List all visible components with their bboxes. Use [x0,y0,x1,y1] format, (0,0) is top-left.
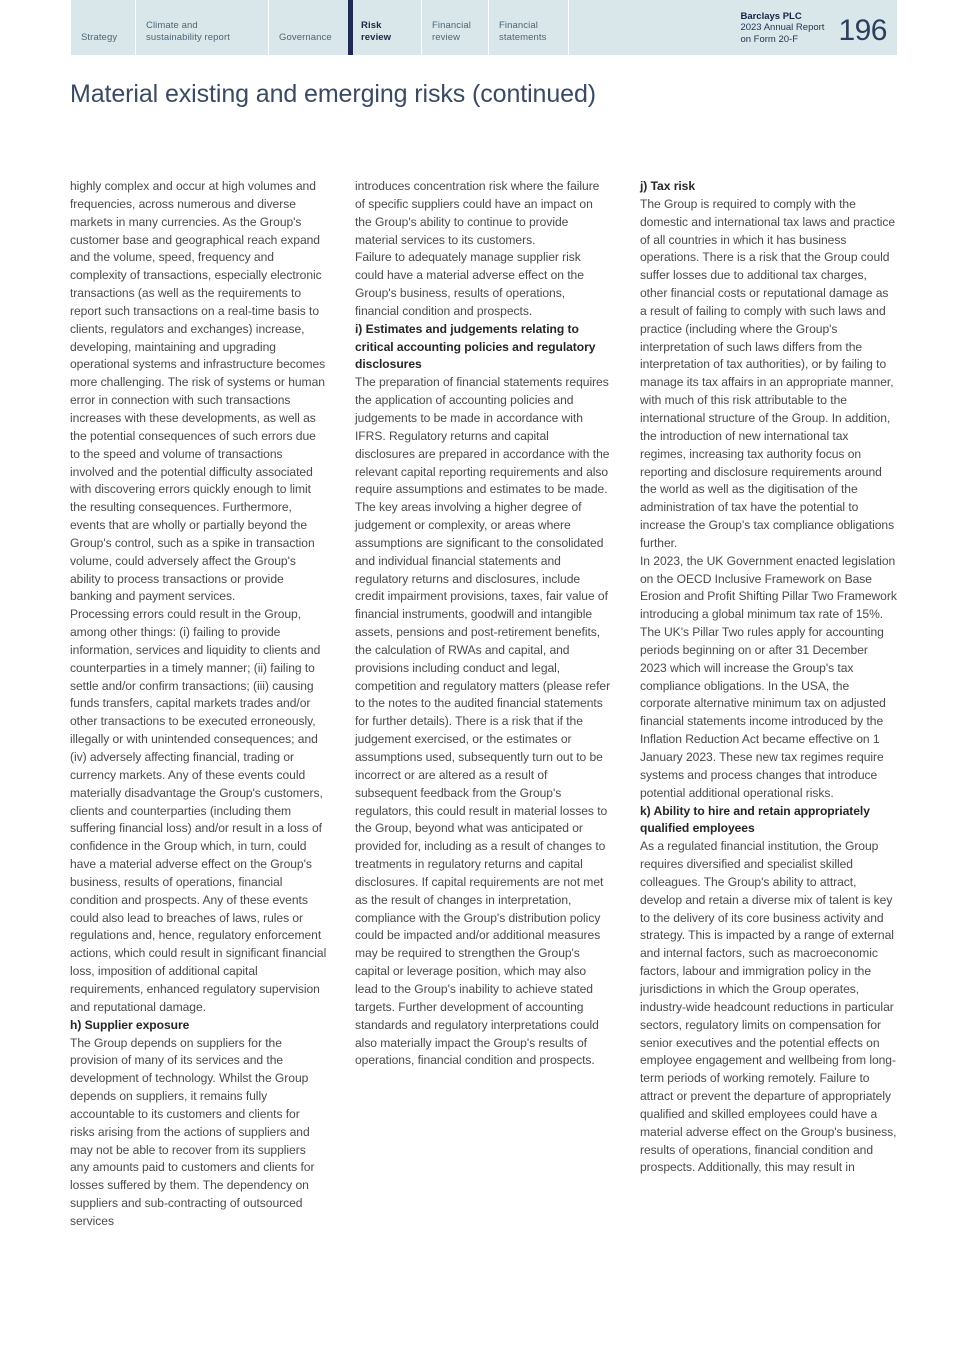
header-report-identity [740,0,897,55]
report-title-line1: 2023 Annual Report [740,22,825,33]
nav-tab-climate-label-line2: sustainability report [146,31,230,43]
nav-tab-climate-and-sustainability-report[interactable] [135,0,268,55]
nav-tab-risk-review-label-line2: review [361,31,392,43]
report-identity-lines [740,11,838,47]
report-title-line2: on Form 20-F [740,33,798,45]
nav-tab-risk-review[interactable] [348,0,421,55]
nav-tab-financial-statements-label-line1: Financial [499,20,538,31]
nav-tab-financial-review-label-line2: review [432,31,461,43]
nav-tab-financial-review[interactable] [421,0,488,55]
nav-tab-governance[interactable] [268,0,348,55]
body-paragraph: Processing errors could result in the Group, among other things: (i) failing to provide information, services and liquidity to clients and counterparties in a timely manner; (ii) failing to settle and/or confirm transactions; (iii) causing funds transfers, capital markets trades and/or other transactions to be executed erroneously, illegally or with unintended consequences; and (iv) adversely affecting financial, trading or currency markets. Any of these events could materially disadvantage the Group's customers, clients and counterparties (including them suffering financial loss) and/or result in a loss of confidence in the Group which, in turn, could have a material adverse effect on the Group's business, results of operations, financial condition and prospects. Any of these events could also lead to breaches of laws, rules or regulations and, hence, regulatory enforcement actions, which could result in significant financial loss, imposition of additional capital requirements, enhanced regulatory supervision and reputational damage. [70,607,327,1014]
body-paragraph: highly complex and occur at high volumes and frequencies, across numerous and diverse markets in many currencies. As the Group's customer base and geographical reach expand and the volume, speed, frequency and complexity of transactions, especially electronic transactions (as well as the requirements to report such transactions on a real-time basis to clients, regulators and exchanges) increase, developing, maintaining and upgrading operational systems and infrastructure becomes more challenging. The risk of systems or human error in connection with such transactions increases with these developments, as well as the potential consequences of such errors due to the speed and volume of transactions involved and the potential difficulty associated with discovering errors quickly enough to limit the resulting consequences. Furthermore, events that are wholly or partially beyond the Group's control, such as a spike in transaction volume, could adversely affect the Group's ability to process transactions or provide banking and payment services. [70,179,326,604]
company-name: Barclays PLC [740,10,802,22]
body-paragraph: In 2023, the UK Government enacted legislation on the OECD Inclusive Framework on Base Erosion and Profit Shifting Pillar Two Framework introducing a global minimum tax rate of 15%. [640,553,897,622]
section-nav-tabs [70,0,568,55]
body-paragraph: Failure to adequately manage supplier risk could have a material adverse effect on the Group's business, results of operations, financial condition and prospects. [355,250,584,318]
section-heading: j) Tax risk [640,179,696,193]
body-column-2 [355,178,612,1231]
article-body-columns [70,178,897,1231]
body-paragraph: The Group depends on suppliers for the provision of many of its services and the development of technology. Whilst the Group depends on suppliers, it remains fully accountable to its customers and clients for risks arising from the actions of suppliers and may not be able to recover from its suppliers any amounts paid to customers and clients for losses suffered by them. The dependency on suppliers and sub-contracting of outsourced services [70,1035,315,1228]
body-paragraph: The UK's Pillar Two rules apply for accounting periods beginning on or after 31 December 2023 which will increase the Group's tax compliance obligations. In the USA, the corporate alternative minimum tax on adjusted financial statements income introduced by the Inflation Reduction Act became effective on 1 January 2023. These new tax regimes require systems and process changes that introduce potential additional operational risks. [640,625,886,800]
nav-tab-governance-label: Governance [279,31,332,43]
nav-tab-financial-statements-label-line2: statements [499,31,547,43]
page-number: 196 [838,14,887,47]
nav-tab-financial-statements[interactable] [488,0,568,55]
body-paragraph: The Group is required to comply with the domestic and international tax laws and practice of all countries in which it has business operations. There is a risk that the Group could suffer losses due to additional tax charges, other financial costs or reputational damage as a result of failing to comply with such laws and practice (including where the Group's interpretation of such laws differs from the interpretation of tax authorities), or by failing to manage its tax affairs in an appropriate manner, with much of this risk attributable to the international structure of the Group. In addition, the introduction of new international tax regimes, increasing tax authority focus on reporting and disclosure requirements around the world as well as the digitisation of the administration of tax have the potential to increase the Group's tax compliance obligations further. [640,196,896,550]
nav-tab-financial-review-label-line1: Financial [432,20,471,31]
nav-tab-strategy-label: Strategy [81,31,118,43]
section-heading: k) Ability to hire and retain appropriately qualified employees [640,803,870,836]
body-paragraph: As a regulated financial institution, the Group requires diversified and specialist skilled colleagues. The Group's ability to attract, develop and retain a diverse mix of talent is key to the delivery of its core business activity and strategy. This is impacted by a range of external and internal factors, such as macroeconomic factors, labour and immigration policy in the jurisdictions in which the Group operates, industry-wide headcount reductions in particular sectors, regulatory limits on compensation for senior executives and the potential effects on employee engagement and wellbeing from long-term periods of working remotely. Failure to attract or prevent the departure of appropriately qualified and skilled employees could have a material adverse effect on the Group's business, results of operations, financial condition and prospects. Additionally, this may result in [640,839,897,1175]
nav-tab-risk-review-label-line1: Risk [361,20,382,31]
header-divider [568,0,740,55]
page-running-header [70,0,897,55]
page-title: Material existing and emerging risks (continued) [70,79,596,108]
body-column-3 [640,178,897,1231]
body-paragraph: The preparation of financial statements requires the application of accounting policies and judgements to be made in accordance with IFRS. Regulatory returns and capital disclosures are prepared in accordance with the relevant capital reporting requirements and also require assumptions and estimates to be made. The key areas involving a higher degree of judgement or complexity, or areas where assumptions are significant to the consolidated and individual financial statements and regulatory returns and disclosures, include credit impairment provisions, taxes, fair value of financial instruments, goodwill and intangible assets, pensions and post-retirement benefits, the calculation of RWAs and capital, and provisions including conduct and legal, competition and regulatory matters (please refer to the notes to the audited financial statements for further details). There is a risk that if the judgement exercised, or the estimates or assumptions used, subsequently turn out to be incorrect or are altered as a result of subsequent feedback from the Group's regulators, this could result in material losses to the Group, beyond what was anticipated or provided for, including as a result of changes to treatments in regulatory returns and capital disclosures. If capital requirements are not met as the result of changes in interpretation, compliance with the Group's distribution policy could be impacted and/or additional measures may be required to strengthen the Group's capital or leverage position, which may also lead to the Group's inability to achieve stated targets. Further development of accounting standards and regulatory interpretations could also materially impact the Group's results of operations, financial condition and prospects. [355,375,611,1068]
body-column-1 [70,178,327,1231]
section-heading: h) Supplier exposure [70,1017,190,1032]
nav-tab-strategy[interactable] [70,0,135,55]
section-heading: i) Estimates and judgements relating to critical accounting policies and regulatory disclosures [355,321,596,372]
nav-tab-climate-label-line1: Climate and [146,20,198,31]
body-paragraph: introduces concentration risk where the failure of specific suppliers could have an impact on the Group's ability to continue to provide material services to its customers. [355,179,600,247]
